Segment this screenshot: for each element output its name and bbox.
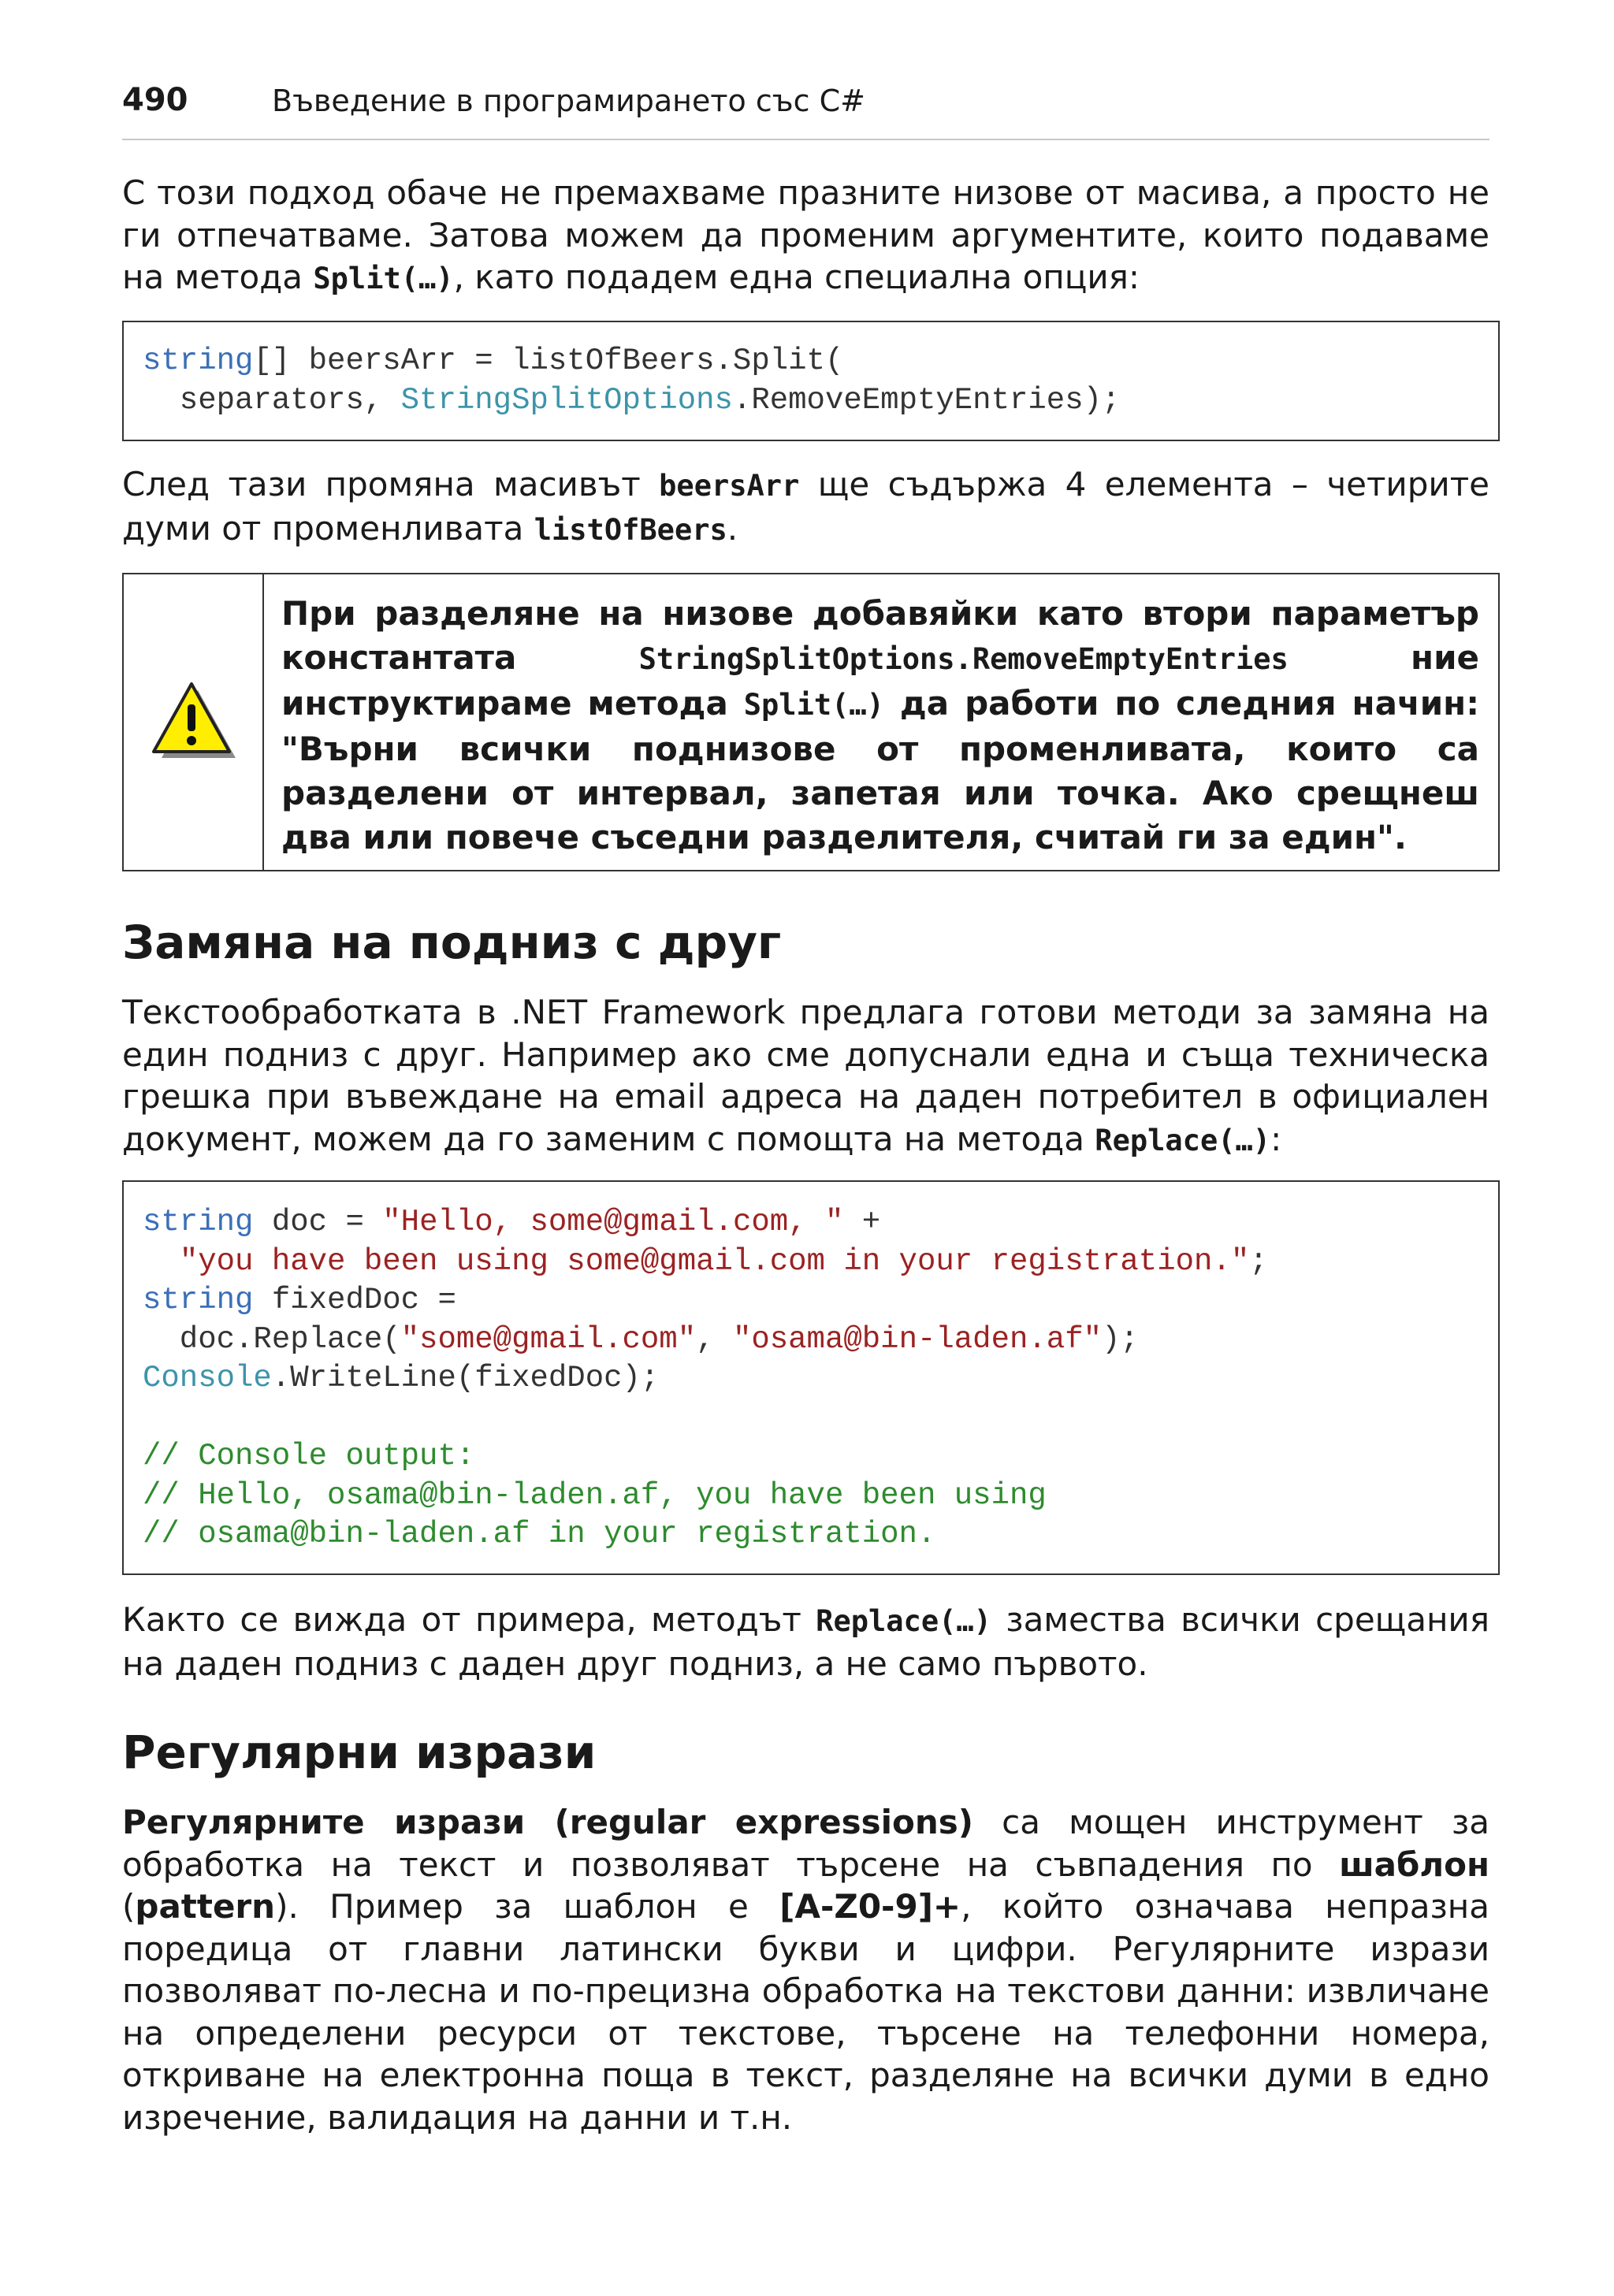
inline-code: Split(…): [743, 688, 884, 722]
code-line-blank: [143, 1399, 1479, 1438]
section-heading-regex: Регулярни изрази: [122, 1726, 597, 1779]
warning-icon: [147, 679, 239, 766]
code-line: string doc = "Hello, some@gmail.com, " +: [143, 1205, 881, 1239]
code-comment: // osama@bin-laden.af in your registration.: [143, 1517, 936, 1551]
inline-code: Replace(…): [816, 1604, 991, 1638]
running-header: [122, 82, 1489, 140]
code-comment: // Console output:: [143, 1439, 475, 1473]
warning-note-text: При разделяне на низове добавяйки като втори параметър константата StringSplitOptions.RemoveEmptyEntries ние инструктираме метода Split(…) да работи по следния начин: "Върни всички поднизове от променливата, които са разделени от интервал, запетая или точка. Ако срещнеш два или повече съседни разделителя, считай ги за един".: [281, 594, 1479, 856]
paragraph-regex-intro: Регулярните изрази (regular expressions) са мощен инструмент за обработка на текст и позволяват търсене на съвпадения по шаблон (pattern). Пример за шаблон е [A-Z0-9]+, който означава непразна поредица от главни латински букви и цифри. Регулярните изрази позволяват по-лесна и по-прецизна обработка на текстови данни: извличане на определени ресурси от текстове, търсене на телефонни номера, откриване на електронна поща в текст, разделяне на всички думи в едно изречение, валидация на данни и т.н.: [122, 1803, 1489, 2137]
paragraph-split-intro: [122, 172, 1489, 300]
section-heading-replace: Замяна на подниз с друг: [122, 916, 782, 969]
paragraph-beersarr: След тази промяна масивът beersArr ще съдържа 4 елемента – четирите думи от променливата listOfBeers.: [122, 465, 1489, 548]
note-icon-cell: [124, 574, 264, 870]
code-line: Console.WriteLine(fixedDoc);: [143, 1361, 660, 1395]
code-line: string[] beersArr = listOfBeers.Split(: [143, 344, 844, 378]
paragraph-text: С този подход обаче не премахваме празните низове от масива, а просто не ги отпечатваме. Затова можем да променим аргументите, които подаваме на метода: [122, 173, 1489, 296]
code-line: "you have been using some@gmail.com in your registration.";: [179, 1243, 1268, 1279]
paragraph-text: , като подадем една специална опция:: [453, 258, 1140, 296]
running-title: Въведение в програмирането със C#: [272, 84, 865, 118]
inline-code: listOfBeers: [534, 512, 727, 547]
inline-code: beersArr: [659, 469, 800, 503]
paragraph-replace-intro: Текстообработката в .NET Framework предлага готови методи за замяна на един подниз с друг. Например ако сме допуснали една и съща техническа грешка при въвеждане на email адреса на даден потребител в официален документ, можем да го заменим с помощта на метода Replace(…):: [122, 993, 1489, 1158]
page-number: 490: [122, 82, 188, 118]
inline-code: Split(…): [313, 262, 454, 295]
inline-code: StringSplitOptions.RemoveEmptyEntries: [638, 642, 1289, 676]
code-block-replace: [122, 1180, 1500, 1575]
code-line: doc.Replace("some@gmail.com", "osama@bin-laden.af");: [143, 1321, 1139, 1357]
warning-note-box: [122, 573, 1500, 871]
inline-code: Replace(…): [1095, 1123, 1271, 1157]
code-line: separators, StringSplitOptions.RemoveEmptyEntries);: [143, 382, 1121, 418]
paragraph-replace-explained: Както се вижда от примера, методът Replace(…) замества всички срещания на даден подниз с даден друг подниз, а не само първото.: [122, 1600, 1489, 1683]
code-block-split: [122, 321, 1500, 441]
code-line: string fixedDoc =: [143, 1283, 456, 1317]
code-comment: // Hello, osama@bin-laden.af, you have been using: [143, 1477, 1047, 1513]
